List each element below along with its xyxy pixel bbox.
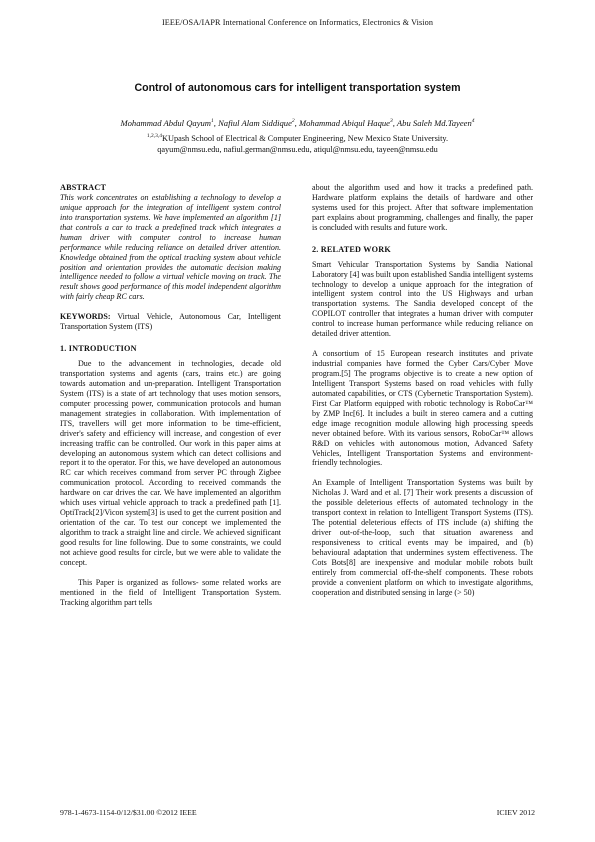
right-column	[312, 183, 533, 598]
paper-title: Control of autonomous cars for intelligent transportation system	[134, 82, 461, 94]
affiliation-block	[40, 131, 555, 155]
footer-copyright: 978-1-4673-1154-0/12/$31.00 ©2012 IEEE	[60, 808, 197, 817]
affiliation-text: KUpash School of Electrical & Computer Engineering, New Mexico State University.	[162, 133, 449, 143]
keywords-label: KEYWORDS:	[60, 312, 111, 322]
keywords-line	[60, 312, 281, 332]
author-sup: 2	[291, 118, 295, 125]
conference-header: IEEE/OSA/IAPR International Conference on Informatics, Electronics & Vision	[161, 18, 434, 27]
introduction-paragraph-1: Due to the advancement in technologies, decade old transportation systems and agents (cars, trains etc.) are going towards automation and un-preparation. Intelligent Transportation System (ITS) is a state of art technology that uses motion sensors, computer processing power, communication protocols and human management strategies in collaboration. With implementation of ITS, travellers will get more information to be time-efficient, driver's safety and efficiency will increase, and congestion of ever increasing traffic can be controlled. Our work in this paper aims at developing an autonomous system which can detect collisions and report it to the operator. For this, we have developed an autonomous RC car which receives command from server PC through Zigbee communication protocol. According to received commands the hardware on car drives the car. We have implemented an algorithm which uses virtual vehicle approach to track a predefined path [1]. OptiTrack[2]/Vicon system[3] is used to get the current position and orientation of the car. To test our concept we implemented the algorithm to track a straight line and circle. We achieved significant good results for line following. Due to some constraints, we could not achieve good results for circle, but we were able to validate the concept.	[60, 359, 281, 567]
related-work-paragraph-3: An Example of Intelligent Transportation Systems was built by Nicholas J. Ward and et al. [7] Their work presents a discussion of the possible deleterious effects of automated technology in the transport context in relation to Intelligent Transport Systems (ITS). The potential deleterious effects of ITS include (a) shifting the driver out-of-the-loop, such that situation awareness and responsiveness to critical events may be impaired, and (b) behavioural adaptation that undermines system effectiveness. The Cots Bots[8] are inexpensive and modular mobile robots built entirely from commercial off-the-shelf components. These robots provide a convenient platform on which to investigate algorithms, cooperation and distributed sensing in large (> 50)	[312, 478, 533, 597]
author-list: Mohammad Abdul Qayum$^1$, Nafiul Alam Siddique$^2$, Mohammad Abiqul Haque$^3$, Abu Saleh Md.Tayeen$^4$	[120, 118, 475, 128]
abstract-body: This work concentrates on establishing a technology to develop a unique approach for the integration of intelligent system control into transportation systems. We have implemented an algorithm [1] that controls a car to track a predefined track which integrates a human driver with computer control to increase human performance while reducing reliance on detailed driver attention. Knowledge obtained from the optical tracking system about vehicle position and orientation provides the automatic decision making intelligence needed to follow a virtual vehicle moving on track. The result shows good performance of this model independent algorithm with fairly cheap RC cars.	[60, 192, 281, 302]
introduction-paragraph-continued: about the algorithm used and how it tracks a predefined path. Hardware platform explains the details of hardware and other systems used for this project. After that software implementation part explains about programming, challenges and finally, the paper is concluded with results and future work.	[312, 183, 533, 232]
email-list: qayum@nmsu.edu, nafiul.german@nmsu.edu, atiqul@nmsu.edu, tayeen@nmsu.edu	[157, 145, 438, 155]
keywords-text: Virtual Vehicle, Autonomous Car, Intelligent Transportation System (ITS)	[60, 312, 281, 332]
author-sup: 1	[211, 118, 214, 125]
author-name: Nafiul Alam Siddique	[218, 118, 292, 128]
author-sup: 3	[390, 118, 393, 125]
author-sup: 4	[471, 118, 475, 125]
affiliation-sup: 1,2,3,4	[146, 133, 162, 139]
abstract-heading: ABSTRACT	[60, 183, 107, 192]
introduction-paragraph-2: This Paper is organized as follows- some related works are mentioned in the field of Intelligent Transportation System. Tracking algorithm part tells	[60, 577, 281, 607]
author-name: Mohammad Abdul Qayum	[120, 118, 212, 128]
introduction-heading: 1. INTRODUCTION	[60, 344, 137, 354]
related-work-paragraph-1: Smart Vehicular Transportation Systems by Sandia National Laboratory [4] was built upon established Sandia intelligent systems technology to develop a unique approach for the integration of intelligent system control into the US Highways and urban transportation systems. The Sandia developed concept of the COPILOT controller that integrates a human driver with computer control to increase human performance while reducing reliance on detailed driver attention.	[312, 259, 533, 339]
left-column	[60, 183, 281, 608]
related-work-paragraph-2: A consortium of 15 European research institutes and private industrial companies have formed the Cyber Cars/Cyber Move program.[5] The programs objective is to create a new option of Intelligent Transport Systems based on road vehicles with fully automated capabilities, or CTS (Cybernetic Transportation System). First Car Platform equipped with robotic technology is RoboCar™ by ZMP Inc[6]. It includes a built in stereo camera and a cutting edge image recognition module allowing high processing speeds never obtained before. With its various sensors, RoboCar™ allows R&D on vehicles with autonomous motion, Advanced Safety Vehicles, Intelligent Transportation Systems and environment-friendly technologies.	[312, 349, 533, 468]
footer-venue: ICIEV 2012	[496, 808, 535, 817]
author-name: Abu Saleh Md.Tayeen	[396, 118, 472, 128]
author-name: Mohammad Abiqul Haque	[298, 118, 390, 128]
related-work-heading: 2. RELATED WORK	[312, 244, 391, 254]
